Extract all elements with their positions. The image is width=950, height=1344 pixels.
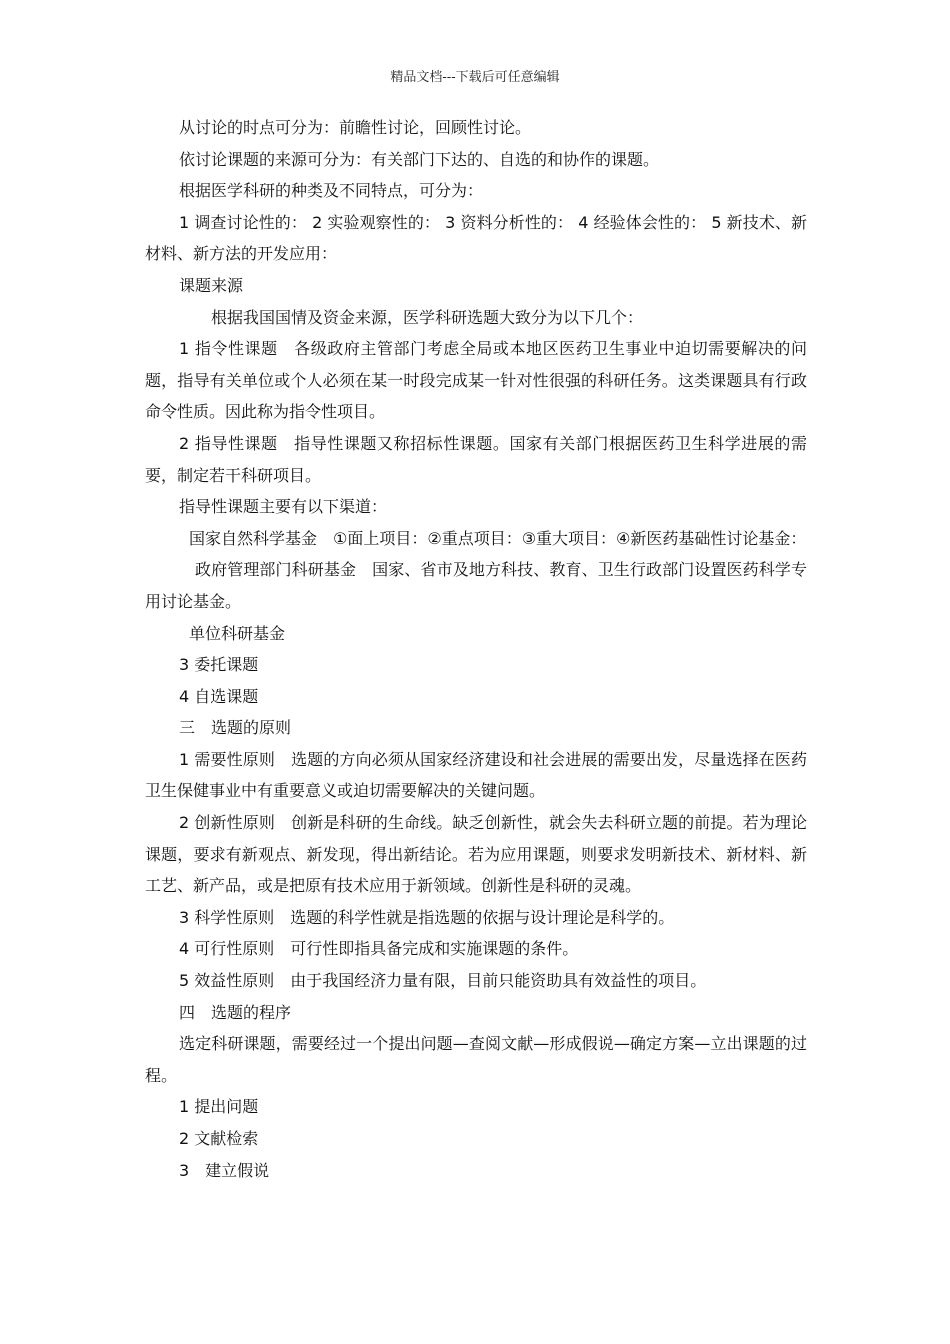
paragraph: 政府管理部门科研基金 国家、省市及地方科技、教育、卫生行政部门设置医药科学专用讨论基金。 xyxy=(145,560,807,611)
paragraph: 4 自选课题 xyxy=(179,686,259,706)
paragraph: 2 指导性课题 指导性课题又称招标性课题。国家有关部门根据医药卫生科学进展的需要，制定若干科研项目。 xyxy=(145,433,807,485)
document-body xyxy=(145,112,807,1186)
paragraph: 1 指令性课题 各级政府主管部门考虑全局或本地区医药卫生事业中迫切需要解决的问题，指导有关单位或个人必须在某一时段完成某一针对性很强的科研任务。这类课题具有行政命令性质。因此称为指令性项目。 xyxy=(145,339,807,422)
paragraph: 从讨论的时点可分为：前瞻性讨论，回顾性讨论。 xyxy=(179,118,532,137)
paragraph: 3 委托课题 xyxy=(179,655,259,675)
paragraph: 4 可行性原则 可行性即指具备完成和实施课题的条件。 xyxy=(179,939,579,959)
section-heading: 四 选题的程序 xyxy=(179,1002,292,1022)
paragraph: 2 文献检索 xyxy=(179,1129,259,1148)
paragraph: 单位科研基金 xyxy=(189,623,286,643)
paragraph: 国家自然科学基金 ①面上项目：②重点项目：③重大项目：④新医药基础性讨论基金： xyxy=(189,528,807,548)
paragraph: 2 创新性原则 创新是科研的生命线。缺乏创新性，就会失去科研立题的前提。若为理论课题，要求有新观点、新发现，得出新结论。若为应用课题，则要求发明新技术、新材料、新工艺、新产品，或是把原有技术应用于新领域。创新性是科研的灵魂。 xyxy=(145,813,807,896)
paragraph: 依讨论课题的来源可分为：有关部门下达的、自选的和协作的课题。 xyxy=(179,149,660,169)
page-header: 精品文档---下载后可任意编辑 xyxy=(390,70,560,85)
paragraph: 指导性课题主要有以下渠道： xyxy=(179,497,388,517)
paragraph: 根据我国国情及资金来源，医学科研选题大致分为以下几个： xyxy=(211,307,644,327)
paragraph: 3 科学性原则 选题的科学性就是指选题的依据与设计理论是科学的。 xyxy=(179,907,675,927)
paragraph: 选定科研课题，需要经过一个提出问题—查阅文献—形成假说—确定方案—立出课题的过程。 xyxy=(145,1034,807,1085)
paragraph: 3 建立假说 xyxy=(179,1160,270,1180)
paragraph: 1 调查讨论性的： 2 实验观察性的： 3 资料分析性的： 4 经验体会性的： 5 新技术、新材料、新方法的开发应用： xyxy=(145,212,807,264)
paragraph: 5 效益性原则 由于我国经济力量有限，目前只能资助具有效益性的项目。 xyxy=(179,971,707,991)
paragraph: 根据医学科研的种类及不同特点，可分为： xyxy=(179,181,484,201)
section-heading: 三 选题的原则 xyxy=(179,718,292,738)
section-heading: 课题来源 xyxy=(179,275,244,295)
paragraph: 1 提出问题 xyxy=(179,1097,259,1117)
paragraph: 1 需要性原则 选题的方向必须从国家经济建设和社会进展的需要出发，尽量选择在医药卫生保健事业中有重要意义或迫切需要解决的关键问题。 xyxy=(145,749,807,801)
